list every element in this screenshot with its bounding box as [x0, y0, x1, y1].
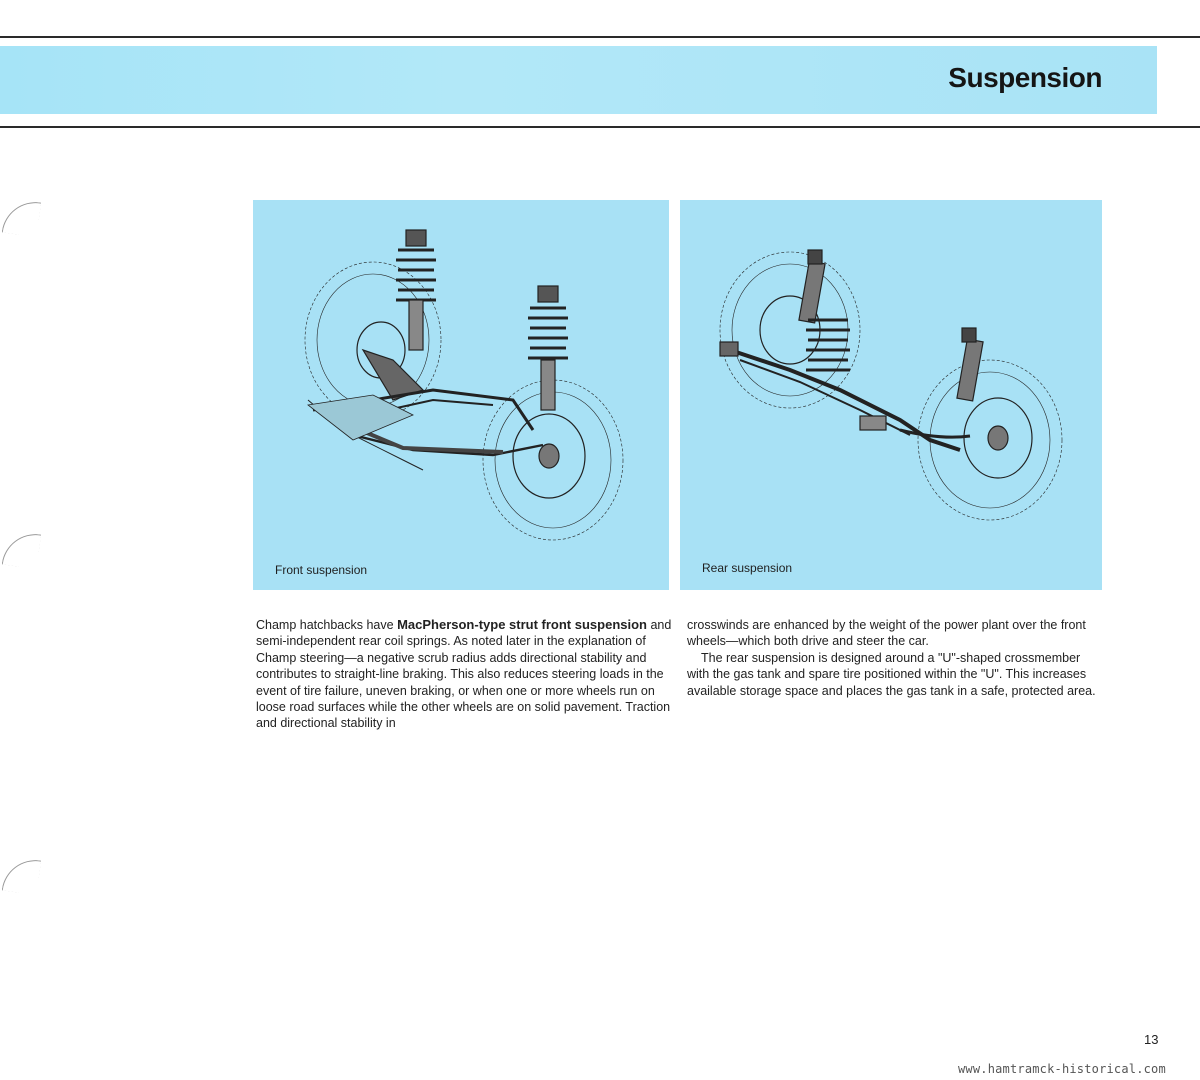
binder-hole-mark [2, 856, 42, 896]
text-run: and semi-independent rear coil springs. As noted later in the explanation of Champ steering—a negative scrub radius adds directional stability and contributes to straight-line braking. This also reduces steering loads in the event of tire failure, uneven braking, or when one or more wheels run on loose road surfaces while the other wheels are on solid pavement. Traction and directional stability in [256, 618, 672, 731]
rear-suspension-caption: Rear suspension [702, 561, 793, 575]
front-suspension-caption: Front suspension [275, 563, 368, 577]
text-run: Champ hatchbacks have [256, 618, 398, 632]
body-text-right-column [687, 617, 1105, 699]
bold-term: MacPherson-type strut front suspension [397, 617, 647, 632]
paragraph-front-suspension [256, 617, 676, 732]
section-title: Suspension [948, 62, 1102, 93]
rear-suspension-illustration [680, 200, 1102, 590]
header-bottom-rule [0, 126, 1200, 128]
header-top-rule [0, 36, 1200, 38]
rear-suspension-figure [680, 200, 1102, 590]
paragraph-rear-suspension: The rear suspension is designed around a "U"-shaped crossmember with the gas tank and spare tire positioned within the "U". This increases available storage space and places the gas tank in a safe, protected area. [687, 650, 1096, 698]
body-text-left-column [256, 617, 676, 732]
page-number: 13 [1144, 1032, 1159, 1047]
front-suspension-illustration [253, 200, 669, 590]
front-suspension-figure [253, 200, 669, 590]
watermark: www.hamtramck-historical.com [958, 1062, 1166, 1076]
binder-hole-mark [2, 530, 42, 570]
binder-hole-mark [2, 198, 42, 238]
paragraph-crosswinds: crosswinds are enhanced by the weight of the power plant over the front wheels—which both drive and steer the car. [687, 618, 1086, 649]
